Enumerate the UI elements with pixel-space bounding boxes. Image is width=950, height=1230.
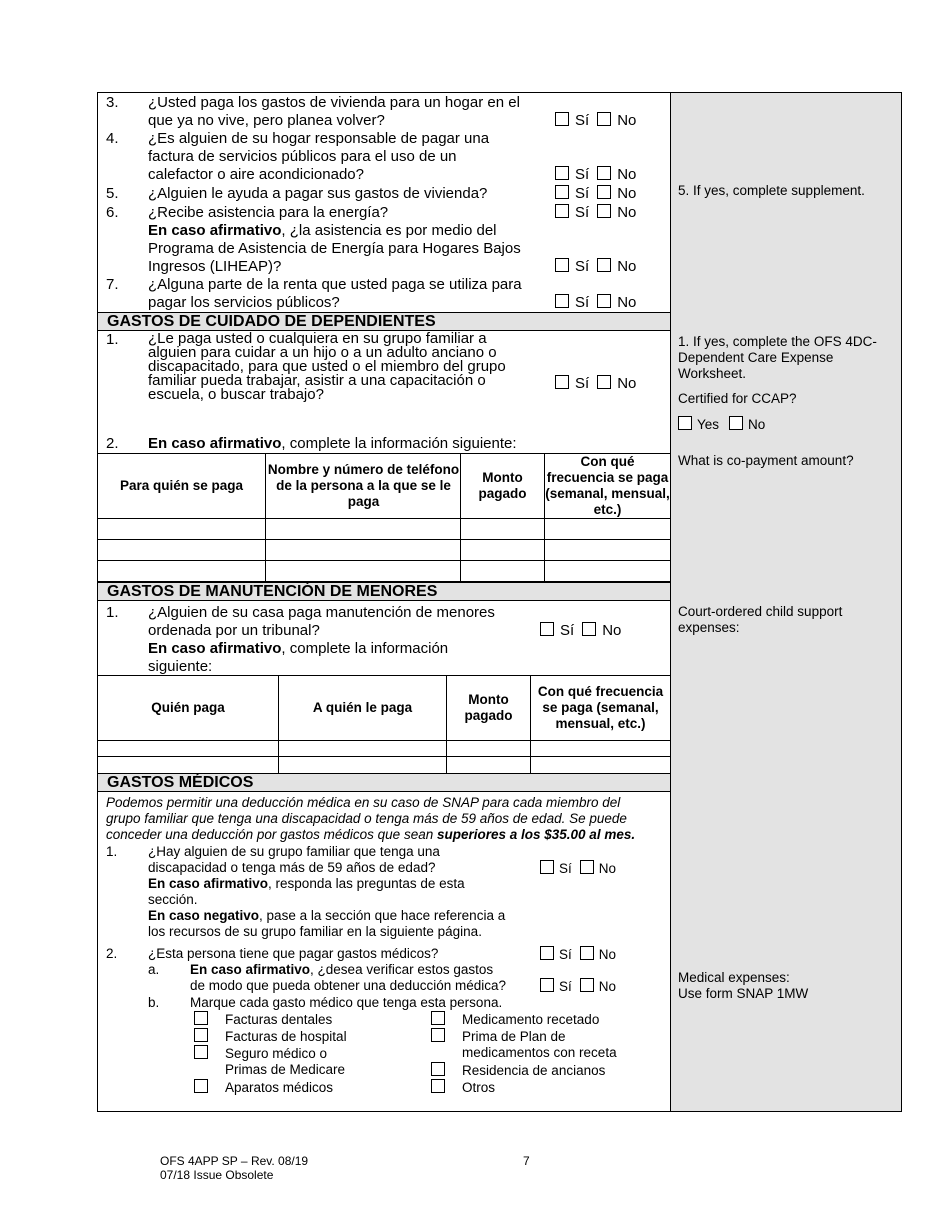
sidebar-dep-line1: 1. If yes, complete the OFS 4DC- bbox=[678, 334, 877, 349]
q5-line1: ¿Alguien le ayuda a pagar sus gastos de vivienda? bbox=[148, 185, 488, 202]
med-q2a-yes-checkbox[interactable] bbox=[540, 978, 554, 992]
q6-line1: ¿Recibe asistencia para la energía? bbox=[148, 204, 389, 221]
q7-line1: ¿Alguna parte de la renta que usted paga se utiliza para bbox=[148, 276, 522, 293]
dep-table-col-line bbox=[265, 453, 266, 581]
dep-col-header-amount: Monto pagado bbox=[478, 469, 527, 501]
dep-q1-line5: escuela, o buscar trabajo? bbox=[148, 386, 324, 403]
cs-q1-line2: ordenada por un tribunal? bbox=[148, 622, 320, 639]
q4-yes-no: Sí No bbox=[555, 166, 636, 183]
expense-nursing-home: Residencia de ancianos bbox=[431, 1062, 605, 1079]
sidebar-court-line1: Court-ordered child support bbox=[678, 604, 843, 619]
dep-q2-number: 2. bbox=[106, 435, 119, 452]
cs-q1-line3: En caso afirmativo, complete la información bbox=[148, 640, 449, 657]
expense-prescription: Medicamento recetado bbox=[431, 1011, 599, 1028]
sidebar-ccap-label: Certified for CCAP? bbox=[678, 391, 797, 406]
q4-line3: calefactor o aire acondicionado? bbox=[148, 166, 364, 183]
cs-q1-yes-checkbox[interactable] bbox=[540, 622, 554, 636]
q6-liheap-yes-no: Sí No bbox=[555, 258, 636, 275]
q6-number: 6. bbox=[106, 204, 119, 221]
other-checkbox[interactable] bbox=[431, 1079, 445, 1093]
expense-other: Otros bbox=[431, 1079, 495, 1096]
expense-dental: Facturas dentales bbox=[194, 1011, 332, 1028]
q4-line2: factura de servicios públicos para el uso de un bbox=[148, 148, 457, 165]
dep-col-header-frequency: Con qué frecuencia se paga (semanal, mensual, etc.) bbox=[545, 453, 670, 517]
dep-table-row-line bbox=[98, 560, 670, 561]
dep-col-header-provider: Nombre y número de teléfono de la persona a la que se le paga bbox=[267, 461, 460, 509]
cs-q1-yes-no: Sí No bbox=[540, 622, 621, 639]
med-q2-number: 2. bbox=[106, 946, 118, 961]
devices-checkbox[interactable] bbox=[194, 1079, 208, 1093]
med-q2b-label: b. bbox=[148, 995, 160, 1010]
q6-line3: Programa de Asistencia de Energía para Hogares Bajos bbox=[148, 240, 521, 257]
dep-q1-number: 1. bbox=[106, 331, 119, 348]
cs-q1-no-checkbox[interactable] bbox=[582, 622, 596, 636]
expense-insurance: Seguro médico o bbox=[194, 1045, 327, 1062]
q6-yes-no: Sí No bbox=[555, 204, 636, 221]
dental-checkbox[interactable] bbox=[194, 1011, 208, 1025]
sidebar-copay-label: What is co-payment amount? bbox=[678, 453, 854, 468]
med-q1-yes-checkbox[interactable] bbox=[540, 860, 554, 874]
dep-q1-yes-no: Sí No bbox=[555, 375, 636, 392]
expense-drug-plan-line2: medicamentos con receta bbox=[462, 1045, 617, 1060]
dep-table-header-bottom bbox=[98, 518, 670, 519]
q7-no-checkbox[interactable] bbox=[597, 294, 611, 308]
q6-liheap-yes-checkbox[interactable] bbox=[555, 258, 569, 272]
q6-line2: En caso afirmativo, ¿la asistencia es por medio del bbox=[148, 222, 497, 239]
med-q2-no-checkbox[interactable] bbox=[580, 946, 594, 960]
cs-col-header-payer: Quién paga bbox=[151, 699, 225, 715]
q4-yes-checkbox[interactable] bbox=[555, 166, 569, 180]
q7-yes-checkbox[interactable] bbox=[555, 294, 569, 308]
med-q1-number: 1. bbox=[106, 844, 118, 859]
sidebar-ccap-yes-no: Yes No bbox=[678, 416, 765, 433]
med-q1-line5: En caso negativo, pase a la sección que hace referencia a bbox=[148, 908, 506, 923]
insurance-checkbox[interactable] bbox=[194, 1045, 208, 1059]
sidebar-dep-line3: Worksheet. bbox=[678, 366, 747, 381]
q7-yes-no: Sí No bbox=[555, 294, 636, 311]
q3-no-checkbox[interactable] bbox=[597, 112, 611, 126]
dep-q1-line2: alguien para cuidar a un hijo o a un adulto anciano o bbox=[148, 344, 497, 361]
med-q1-no-checkbox[interactable] bbox=[580, 860, 594, 874]
sidebar-court-line2: expenses: bbox=[678, 620, 740, 635]
cs-col-header-amount: Monto pagado bbox=[464, 691, 513, 723]
expense-insurance-line2: Primas de Medicare bbox=[225, 1062, 346, 1077]
medical-intro-line3: conceder una deducción por gastos médicos que sean superiores a los $35.00 al mes. bbox=[106, 827, 636, 842]
expense-hospital: Facturas de hospital bbox=[194, 1028, 347, 1045]
q7-number: 7. bbox=[106, 276, 119, 293]
med-q2a-label: a. bbox=[148, 962, 160, 977]
medical-heading: GASTOS MÉDICOS bbox=[98, 773, 670, 792]
expense-devices: Aparatos médicos bbox=[194, 1079, 333, 1096]
dep-q1-line1: ¿Le paga usted o cualquiera en su grupo familiar a bbox=[148, 330, 487, 347]
child-support-heading: GASTOS DE MANUTENCIÓN DE MENORES bbox=[98, 582, 670, 601]
hospital-checkbox[interactable] bbox=[194, 1028, 208, 1042]
cs-col-header-frequency: Con qué frecuencia se paga (semanal, mensual, etc.) bbox=[537, 683, 664, 731]
cs-col-header-payee: A quién le paga bbox=[312, 699, 413, 715]
footer-form-number: OFS 4APP SP – Rev. 08/19 bbox=[160, 1154, 309, 1168]
medical-intro-line2: grupo familiar que tenga una discapacidad o tenga más de 59 años de edad. Se puede bbox=[106, 811, 627, 826]
q4-no-checkbox[interactable] bbox=[597, 166, 611, 180]
dep-q1-no-checkbox[interactable] bbox=[597, 375, 611, 389]
sidebar-dep-line2: Dependent Care Expense bbox=[678, 350, 834, 365]
cs-q1-line4: siguiente: bbox=[148, 658, 213, 675]
med-q1-line2: discapacidad o tenga más de 59 años de edad? bbox=[148, 860, 436, 875]
med-q1-line1: ¿Hay alguien de su grupo familiar que tenga una bbox=[148, 844, 440, 859]
cs-table-header-bottom bbox=[98, 740, 670, 741]
med-q2a-yes-no: Sí No bbox=[540, 978, 616, 995]
dep-q1-yes-checkbox[interactable] bbox=[555, 375, 569, 389]
dep-q1-line4: familiar pueda trabajar, asistir a una capacitación o bbox=[148, 372, 486, 389]
dep-q2-text: En caso afirmativo, complete la información siguiente: bbox=[148, 435, 517, 452]
medical-intro-line1: Podemos permitir una deducción médica en su caso de SNAP para cada miembro del bbox=[106, 795, 621, 810]
q6-yes-checkbox[interactable] bbox=[555, 204, 569, 218]
med-q1-line6: los recursos de su grupo familiar en la siguiente página. bbox=[148, 924, 482, 939]
med-q2a-no-checkbox[interactable] bbox=[580, 978, 594, 992]
q5-yes-checkbox[interactable] bbox=[555, 185, 569, 199]
drug-plan-checkbox[interactable] bbox=[431, 1028, 445, 1042]
q7-line2: pagar los servicios públicos? bbox=[148, 294, 340, 311]
q3-line1: ¿Usted paga los gastos de vivienda para un hogar en el bbox=[148, 94, 520, 111]
prescription-checkbox[interactable] bbox=[431, 1011, 445, 1025]
q6-line4: Ingresos (LIHEAP)? bbox=[148, 258, 282, 275]
med-q1-line3: En caso afirmativo, responda las preguntas de esta bbox=[148, 876, 465, 891]
q6-liheap-no-checkbox[interactable] bbox=[597, 258, 611, 272]
q3-number: 3. bbox=[106, 94, 119, 111]
q3-line2: que ya no vive, pero planea volver? bbox=[148, 112, 385, 129]
med-q2-line1: ¿Esta persona tiene que pagar gastos médicos? bbox=[148, 946, 439, 961]
dependent-care-heading: GASTOS DE CUIDADO DE DEPENDIENTES bbox=[98, 312, 670, 331]
q4-line1: ¿Es alguien de su hogar responsable de pagar una bbox=[148, 130, 490, 147]
office-use-sidebar bbox=[670, 92, 902, 1112]
expense-drug-plan: Prima de Plan de bbox=[431, 1028, 566, 1045]
q4-number: 4. bbox=[106, 130, 119, 147]
nursing-home-checkbox[interactable] bbox=[431, 1062, 445, 1076]
dep-q1-line3: discapacitado, para que usted o el miembro del grupo bbox=[148, 358, 506, 375]
med-q2a-line2: de modo que pueda obtener una deducción médica? bbox=[190, 978, 506, 993]
q3-yes-no: Sí No bbox=[555, 112, 636, 129]
ccap-yes-checkbox[interactable] bbox=[678, 416, 692, 430]
dep-col-header-for-whom: Para quién se paga bbox=[119, 477, 244, 493]
med-q1-yes-no: Sí No bbox=[540, 860, 616, 877]
sidebar-note-supplement: 5. If yes, complete supplement. bbox=[678, 183, 865, 198]
cs-q1-line1: ¿Alguien de su casa paga manutención de menores bbox=[148, 604, 495, 621]
med-q2-yes-no: Sí No bbox=[540, 946, 616, 963]
footer-page-number: 7 bbox=[523, 1154, 530, 1168]
ccap-no-checkbox[interactable] bbox=[729, 416, 743, 430]
cs-table-row-line bbox=[98, 756, 670, 757]
med-q1-line4: sección. bbox=[148, 892, 198, 907]
q5-no-checkbox[interactable] bbox=[597, 185, 611, 199]
q6-no-checkbox[interactable] bbox=[597, 204, 611, 218]
med-q2b-text: Marque cada gasto médico que tenga esta persona. bbox=[190, 995, 503, 1010]
cs-q1-number: 1. bbox=[106, 604, 119, 621]
dep-table-row-line bbox=[98, 539, 670, 540]
sidebar-med-line2: Use form SNAP 1MW bbox=[678, 986, 809, 1001]
q5-yes-no: Sí No bbox=[555, 185, 636, 202]
med-q2a-line1: En caso afirmativo, ¿desea verificar estos gastos bbox=[190, 962, 494, 977]
footer-obsolete: 07/18 Issue Obsolete bbox=[160, 1168, 274, 1182]
sidebar-med-line1: Medical expenses: bbox=[678, 970, 790, 985]
q3-yes-checkbox[interactable] bbox=[555, 112, 569, 126]
q5-number: 5. bbox=[106, 185, 119, 202]
med-q2-yes-checkbox[interactable] bbox=[540, 946, 554, 960]
